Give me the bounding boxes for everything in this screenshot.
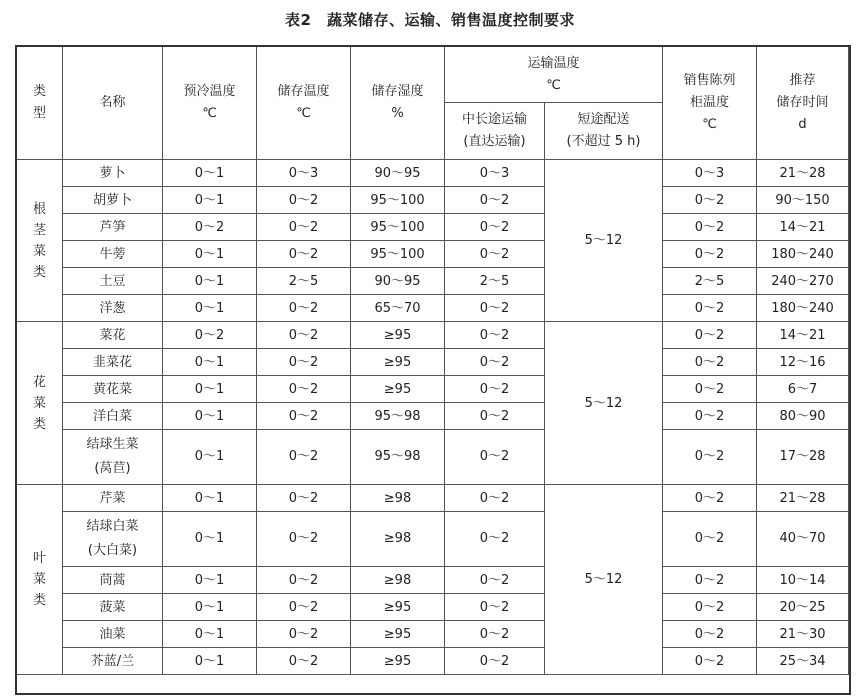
cell-long-distance: 0～2 <box>445 485 545 512</box>
cell-period: 180～240 <box>757 295 849 322</box>
cell-display-temp: 0～3 <box>663 160 757 187</box>
cell-precool: 0～1 <box>163 268 257 295</box>
cell-storage-temp: 0～2 <box>257 594 351 621</box>
cell-period: 10～14 <box>757 567 849 594</box>
cell-humidity: ≥98 <box>351 512 445 567</box>
cell-storage-temp: 0～2 <box>257 403 351 430</box>
cell-display-temp: 0～2 <box>663 512 757 567</box>
table-row <box>17 403 849 430</box>
cell-storage-temp: 0～2 <box>257 430 351 485</box>
header-transport-temp: 运输温度 ℃ <box>445 47 663 103</box>
cell-name: 土豆 <box>63 268 163 295</box>
cell-period: 14～21 <box>757 322 849 349</box>
table-row <box>17 241 849 268</box>
header-short-distance: 短途配送 (不超过 5 h) <box>545 103 663 160</box>
cell-long-distance: 0～2 <box>445 567 545 594</box>
cell-long-distance: 0～2 <box>445 621 545 648</box>
cell-long-distance: 0～2 <box>445 512 545 567</box>
table-row <box>17 187 849 214</box>
cell-humidity: 95～100 <box>351 187 445 214</box>
cell-precool: 0～1 <box>163 376 257 403</box>
header-precool: 预冷温度 ℃ <box>163 47 257 160</box>
table-row <box>17 160 849 187</box>
cell-display-temp: 0～2 <box>663 594 757 621</box>
cell-name: 牛蒡 <box>63 241 163 268</box>
cell-name: 油菜 <box>63 621 163 648</box>
cell-name: 洋白菜 <box>63 403 163 430</box>
cell-period: 6～7 <box>757 376 849 403</box>
cell-long-distance: 0～2 <box>445 594 545 621</box>
cell-humidity: 65～70 <box>351 295 445 322</box>
cell-precool: 0～1 <box>163 295 257 322</box>
cell-long-distance: 0～2 <box>445 214 545 241</box>
cell-name: 茼蒿 <box>63 567 163 594</box>
cell-period: 21～30 <box>757 621 849 648</box>
category-leaf: 叶 菜 类 <box>17 485 63 675</box>
cell-period: 17～28 <box>757 430 849 485</box>
cell-long-distance: 0～2 <box>445 430 545 485</box>
cell-short-distance: 5～12 <box>545 322 663 485</box>
cell-long-distance: 0～3 <box>445 160 545 187</box>
cell-long-distance: 2～5 <box>445 268 545 295</box>
cell-display-temp: 0～2 <box>663 648 757 675</box>
cell-name: 黄花菜 <box>63 376 163 403</box>
cell-period: 40～70 <box>757 512 849 567</box>
cell-storage-temp: 0～2 <box>257 376 351 403</box>
cell-precool: 0～1 <box>163 648 257 675</box>
cell-period: 20～25 <box>757 594 849 621</box>
cell-period: 25～34 <box>757 648 849 675</box>
cell-precool: 0～1 <box>163 349 257 376</box>
cell-display-temp: 0～2 <box>663 295 757 322</box>
cell-long-distance: 0～2 <box>445 241 545 268</box>
cell-storage-temp: 0～2 <box>257 567 351 594</box>
cell-precool: 0～1 <box>163 160 257 187</box>
cell-humidity: ≥95 <box>351 349 445 376</box>
cell-storage-temp: 2～5 <box>257 268 351 295</box>
cell-name: 结球白菜 (大白菜) <box>63 512 163 567</box>
cell-display-temp: 0～2 <box>663 349 757 376</box>
table-row <box>17 512 849 567</box>
table-row <box>17 594 849 621</box>
cell-storage-temp: 0～2 <box>257 648 351 675</box>
cell-name: 萝卜 <box>63 160 163 187</box>
cell-name: 菜花 <box>63 322 163 349</box>
cell-long-distance: 0～2 <box>445 403 545 430</box>
cell-storage-temp: 0～2 <box>257 621 351 648</box>
header-type: 类 型 <box>17 47 63 160</box>
header-display-temp: 销售陈列 柜温度 ℃ <box>663 47 757 160</box>
cell-display-temp: 0～2 <box>663 187 757 214</box>
cell-storage-temp: 0～3 <box>257 160 351 187</box>
table-row <box>17 268 849 295</box>
cell-name: 韭菜花 <box>63 349 163 376</box>
cell-humidity: 95～98 <box>351 430 445 485</box>
cell-name: 洋葱 <box>63 295 163 322</box>
cell-display-temp: 2～5 <box>663 268 757 295</box>
table-row <box>17 430 849 485</box>
cell-storage-temp: 0～2 <box>257 187 351 214</box>
cell-display-temp: 0～2 <box>663 403 757 430</box>
cell-storage-temp: 0～2 <box>257 485 351 512</box>
cell-name: 胡萝卜 <box>63 187 163 214</box>
cell-precool: 0～1 <box>163 567 257 594</box>
cell-display-temp: 0～2 <box>663 214 757 241</box>
cell-precool: 0～2 <box>163 322 257 349</box>
header-storage-humidity: 储存湿度 % <box>351 47 445 160</box>
cell-humidity: ≥95 <box>351 621 445 648</box>
cell-period: 21～28 <box>757 485 849 512</box>
cell-storage-temp: 0～2 <box>257 512 351 567</box>
cell-humidity: ≥98 <box>351 485 445 512</box>
cell-storage-temp: 0～2 <box>257 295 351 322</box>
table-row <box>17 621 849 648</box>
table-row <box>17 567 849 594</box>
cell-humidity: 95～100 <box>351 241 445 268</box>
table-row <box>17 485 849 512</box>
header-storage-period: 推荐 储存时间 d <box>757 47 849 160</box>
cell-humidity: 95～98 <box>351 403 445 430</box>
cell-period: 240～270 <box>757 268 849 295</box>
cell-period: 180～240 <box>757 241 849 268</box>
cell-name: 芹菜 <box>63 485 163 512</box>
header-long-distance: 中长途运输 (直达运输) <box>445 103 545 160</box>
cell-humidity: ≥95 <box>351 322 445 349</box>
cell-display-temp: 0～2 <box>663 567 757 594</box>
cell-humidity: ≥95 <box>351 648 445 675</box>
cell-storage-temp: 0～2 <box>257 214 351 241</box>
cell-storage-temp: 0～2 <box>257 322 351 349</box>
cell-name: 菠菜 <box>63 594 163 621</box>
cell-precool: 0～1 <box>163 621 257 648</box>
cell-period: 14～21 <box>757 214 849 241</box>
table-row <box>17 295 849 322</box>
temperature-requirements-table <box>16 46 849 675</box>
cell-name: 芦笋 <box>63 214 163 241</box>
cell-precool: 0～1 <box>163 187 257 214</box>
cell-long-distance: 0～2 <box>445 295 545 322</box>
cell-short-distance: 5～12 <box>545 485 663 675</box>
header-name: 名称 <box>63 47 163 160</box>
table-row <box>17 214 849 241</box>
cell-humidity: 90～95 <box>351 160 445 187</box>
table-title: 表2 蔬菜储存、运输、销售温度控制要求 <box>285 11 575 29</box>
cell-name: 芥蓝/兰 <box>63 648 163 675</box>
cell-display-temp: 0～2 <box>663 241 757 268</box>
cell-long-distance: 0～2 <box>445 376 545 403</box>
category-root-stem: 根 茎 菜 类 <box>17 160 63 322</box>
cell-period: 90～150 <box>757 187 849 214</box>
cell-humidity: 95～100 <box>351 214 445 241</box>
table-row <box>17 648 849 675</box>
cell-humidity: ≥95 <box>351 594 445 621</box>
cell-long-distance: 0～2 <box>445 349 545 376</box>
cell-display-temp: 0～2 <box>663 485 757 512</box>
cell-precool: 0～1 <box>163 594 257 621</box>
category-flower: 花 菜 类 <box>17 322 63 485</box>
cell-precool: 0～1 <box>163 430 257 485</box>
cell-precool: 0～1 <box>163 485 257 512</box>
cell-precool: 0～1 <box>163 241 257 268</box>
table-row <box>17 376 849 403</box>
cell-long-distance: 0～2 <box>445 187 545 214</box>
cell-period: 12～16 <box>757 349 849 376</box>
cell-storage-temp: 0～2 <box>257 349 351 376</box>
cell-precool: 0～1 <box>163 512 257 567</box>
cell-short-distance: 5～12 <box>545 160 663 322</box>
cell-period: 80～90 <box>757 403 849 430</box>
cell-humidity: ≥98 <box>351 567 445 594</box>
cell-storage-temp: 0～2 <box>257 241 351 268</box>
cell-period: 21～28 <box>757 160 849 187</box>
table-row <box>17 349 849 376</box>
cell-name: 结球生菜 (莴苣) <box>63 430 163 485</box>
table-row <box>17 322 849 349</box>
cell-humidity: 90～95 <box>351 268 445 295</box>
cell-display-temp: 0～2 <box>663 430 757 485</box>
cell-precool: 0～2 <box>163 214 257 241</box>
header-storage-temp: 储存温度 ℃ <box>257 47 351 160</box>
cell-display-temp: 0～2 <box>663 621 757 648</box>
cell-long-distance: 0～2 <box>445 648 545 675</box>
cell-humidity: ≥95 <box>351 376 445 403</box>
cell-display-temp: 0～2 <box>663 376 757 403</box>
cell-long-distance: 0～2 <box>445 322 545 349</box>
cell-precool: 0～1 <box>163 403 257 430</box>
cell-display-temp: 0～2 <box>663 322 757 349</box>
